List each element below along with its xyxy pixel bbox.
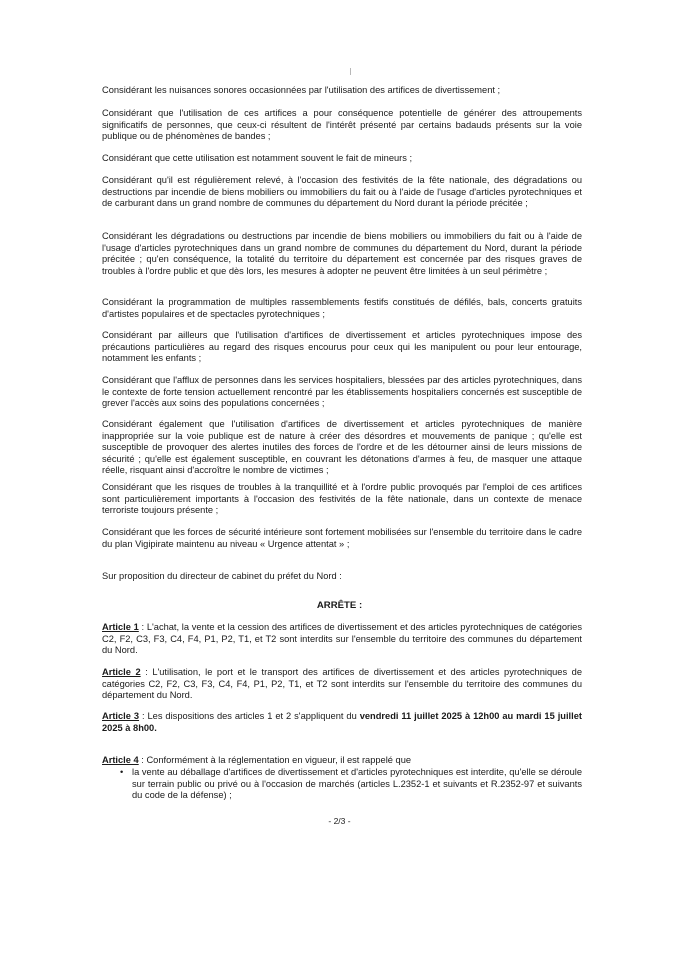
- paragraph-menace-terroriste: Considérant que les risques de troubles à la tranquillité et à l'ordre public provoqués par l'emploi de ces artifices sont particulièrement importants à l'occasion des festivités de la fête nationale, dans un contexte de menace terroriste toujours présente ;: [102, 482, 582, 516]
- article-4-item-text: la vente au déballage d'artifices de divertissement et d'articles pyrotechniques est interdite, qu'elle se déroule sur terrain public ou privé ou à l'occasion de marchés (articles L.2352-1 et suivants et R.2352-97 et suivants du code de la défense) ;: [132, 767, 582, 801]
- article-4-text: : Conformément à la réglementation en vigueur, il est rappelé que: [138, 755, 412, 765]
- page-number: - 2/3 -: [328, 816, 351, 826]
- bullet-icon: •: [120, 767, 124, 777]
- article-3-dates: vendredi 11 juillet 2025 à 12h00 au mardi 15 juillet 2025 à 8h00.: [102, 711, 582, 733]
- paragraph-degradations-perimetre: Considérant les dégradations ou destructions par incendie de biens mobiliers ou immobiliers du fait ou à l'aide de l'usage d'articles pyrotechniques dans un grand nombre de communes du département du Nord, durant la période précitée ; qu'en conséquence, la totalité du territoire du département est concernée par des risques graves de troubles à l'ordre public et que dès lors, les mesures à adopter ne peuvent être limitées à un seul périmètre ;: [102, 231, 582, 276]
- paragraph-degradations-fete: Considérant qu'il est régulièrement relevé, à l'occasion des festivités de la fête nationale, des dégradations ou destructions par incendie de biens mobiliers ou immobiliers du fait ou à l'aide de l'usage d'articles pyrotechniques et de carburant dans un grand nombre de communes du département du Nord durant la période précitée ;: [102, 175, 582, 209]
- scan-speck: [350, 68, 351, 75]
- article-4-list-item: [102, 767, 582, 803]
- article-1-text: : L'achat, la vente et la cession des artifices de divertissement et des articles pyrotechniques de catégories C2, F2, C3, F3, C4, F4, P1, P2, T1, et T2 sont interdits sur l'ensemble du territoire des communes du département du Nord.: [102, 622, 582, 656]
- paragraph-mineurs: Considérant que cette utilisation est notamment souvent le fait de mineurs ;: [102, 153, 413, 163]
- article-1-label: Article 1: [102, 622, 139, 632]
- paragraph-voie-publique: Considérant également que l'utilisation d'artifices de divertissement et articles pyrotechniques de manière inappropriée sur la voie publique est de nature à créer des désordres et mouvements de panique ; qu'elle est susceptible de provoquer des alertes inutiles des forces de l'ordre et de les détourner ainsi de leurs missions de sécurité ; qu'elle est également susceptible, en couvrant les détonations d'armes à feu, de masquer une attaque réelle, risquant ainsi d'accroître le nombre de victimes ;: [102, 419, 582, 476]
- article-2-label: Article 2: [102, 667, 141, 677]
- paragraph-precautions: Considérant par ailleurs que l'utilisation d'artifices de divertissement et articles pyrotechniques impose des précautions particulières au regard des risques encourus pour ceux qui les manipulent ou pour leur entourage, notamment les enfants ;: [102, 330, 582, 364]
- article-4-label: Article 4: [102, 755, 139, 765]
- article-4: [102, 755, 582, 767]
- paragraph-hospitaliers: Considérant que l'afflux de personnes dans les services hospitaliers, blessées par des articles pyrotechniques, dans le contexte de forte tension actuellement rencontré par les établissements hospitaliers concernés est susceptible de grever l'accès aux soins des populations concernées ;: [102, 375, 582, 409]
- paragraph-attroupements: Considérant que l'utilisation de ces artifices a pour conséquence potentielle de générer des attroupements significatifs de personnes, que ceux-ci résultent de l'intérêt présenté par certains badauds présents sur la voie publique ou de phénomènes de bandes ;: [102, 108, 582, 142]
- article-3: [102, 711, 582, 734]
- article-3-text: : Les dispositions des articles 1 et 2 s'appliquent du: [139, 711, 360, 721]
- paragraph-proposition: Sur proposition du directeur de cabinet du préfet du Nord :: [102, 571, 342, 581]
- paragraph-rassemblements: Considérant la programmation de multiples rassemblements festifs constitués de défilés, bals, concerts gratuits d'artistes populaires et de spectacles pyrotechniques ;: [102, 297, 582, 319]
- paragraph-vigipirate: Considérant que les forces de sécurité intérieure sont fortement mobilisées sur l'ensemble du territoire dans le cadre du plan Vigipirate maintenu au niveau « Urgence attentat » ;: [102, 527, 582, 549]
- article-3-label: Article 3: [102, 711, 140, 721]
- paragraph-nuisances: Considérant les nuisances sonores occasionnées par l'utilisation des artifices de divertissement ;: [102, 85, 501, 95]
- article-1: [102, 622, 582, 657]
- article-2: [102, 667, 582, 702]
- article-2-text: : L'utilisation, le port et le transport des artifices de divertissement et des articles pyrotechniques de catégories C2, F2, C3, F3, C4, F4, P1, P2, T1, et T2 sont interdits sur l'ensemble du territoire des communes du département du Nord.: [102, 667, 582, 701]
- arrete-heading: ARRÊTE :: [316, 600, 363, 611]
